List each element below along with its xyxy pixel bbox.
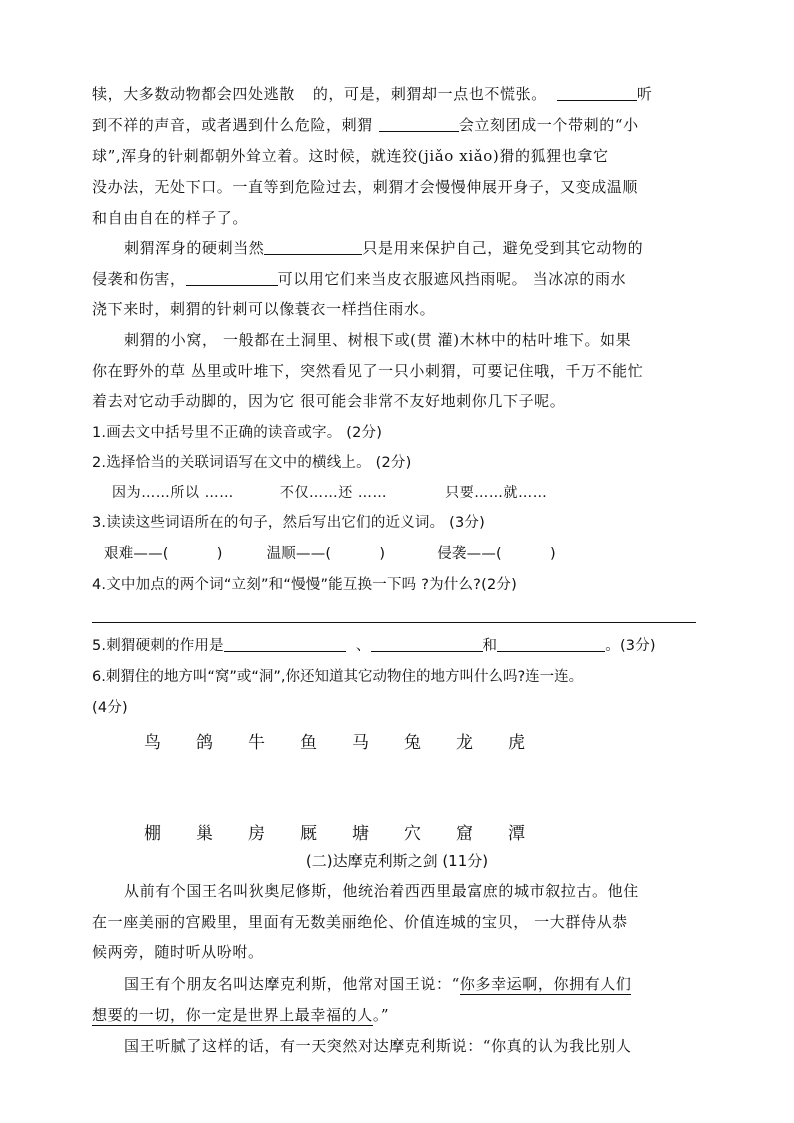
text-line: 到不祥的声音，或者遇到什么危险，刺猬 会立刻团成一个带刺的“小 bbox=[92, 116, 639, 134]
section-title: (二)达摩克利斯之剑 (11分) bbox=[305, 852, 489, 870]
text-line: 从前有个国王名叫狄奥尼修斯，他统治着西西里最富庶的城市叙拉古。他住 bbox=[124, 882, 639, 900]
question-3: 3.读读这些词语所在的句子，然后写出它们的近义词。 (3分) bbox=[92, 515, 485, 531]
text-line: 国王听腻了这样的话，有一天突然对达摩克利斯说：“你真的认为我比别人 bbox=[124, 1037, 632, 1055]
answer-blank[interactable] bbox=[186, 270, 278, 286]
home-item[interactable]: 穴 bbox=[404, 824, 421, 844]
home-item[interactable]: 潭 bbox=[508, 824, 525, 844]
home-item[interactable]: 房 bbox=[248, 824, 265, 844]
answer-line[interactable] bbox=[92, 622, 696, 623]
underlined-quote: 你多幸运啊，你拥有人们 bbox=[459, 975, 632, 993]
text-line: 想要的一切，你一定是世界上最幸福的人。” bbox=[92, 1006, 390, 1024]
animal-item[interactable]: 鸟 bbox=[144, 733, 161, 753]
question-6-score: (4分) bbox=[92, 700, 128, 716]
text-line: 和自由自在的样子了。 bbox=[92, 209, 249, 227]
text-line: 球”,浑身的针刺都朝外耸立着。这时候，就连狡(jiǎo xiǎo)猾的狐狸也拿它 bbox=[92, 147, 609, 165]
animal-item[interactable]: 牛 bbox=[248, 733, 265, 753]
text-line: 着去对它动手动脚的，因为它 很可能会非常不友好地刺你几下子呢。 bbox=[92, 392, 566, 410]
animal-item[interactable]: 龙 bbox=[456, 733, 473, 753]
question-1: 1.画去文中括号里不正确的读音或字。 (2分) bbox=[92, 425, 383, 441]
q2-option: 不仅……还 …… bbox=[279, 485, 388, 501]
text-line: 侵袭和伤害， 可以用它们来当皮衣服遮风挡雨呢。 当冰凉的雨水 bbox=[92, 270, 627, 288]
q3-word[interactable]: 侵袭——( ) bbox=[437, 546, 556, 562]
answer-blank[interactable] bbox=[224, 636, 346, 652]
answer-blank[interactable] bbox=[371, 636, 483, 652]
text-line: 候两旁，随时听从吩咐。 bbox=[92, 943, 264, 961]
text-line: 没办法，无处下口。一直等到危险过去，刺猬才会慢慢伸展开身子，又变成温顺 bbox=[92, 178, 639, 196]
animal-item[interactable]: 兔 bbox=[404, 733, 421, 753]
q2-option: 因为……所以 …… bbox=[112, 485, 234, 501]
text-line: 刺猬浑身的硬刺当然 只是用来保护自己，避免受到其它动物的 bbox=[124, 239, 644, 257]
animal-item[interactable]: 鸽 bbox=[196, 733, 213, 753]
home-item[interactable]: 塘 bbox=[352, 824, 369, 844]
home-item[interactable]: 厩 bbox=[300, 824, 317, 844]
question-4: 4.文中加点的两个词“立刻”和“慢慢”能互换一下吗 ?为什么?(2分) bbox=[92, 577, 517, 593]
q2-options bbox=[112, 482, 722, 504]
text-line: 犊，大多数动物都会四处逃散 的，可是，刺猬却一点也不慌张。 听 bbox=[92, 85, 653, 103]
answer-blank[interactable] bbox=[379, 116, 459, 132]
q2-option: 只要……就…… bbox=[445, 485, 548, 501]
q3-word[interactable]: 温顺——( ) bbox=[266, 546, 386, 562]
q3-words bbox=[104, 543, 714, 565]
home-item[interactable]: 窟 bbox=[456, 824, 473, 844]
text-line: 你在野外的草 丛里或叶堆下，突然看见了一只小刺猬，可要记住哦，千万不能忙 bbox=[92, 362, 644, 380]
answer-blank[interactable] bbox=[264, 239, 362, 255]
question-5: 5.刺猬硬刺的作用是 、 和 。(3分) bbox=[92, 638, 656, 654]
animal-item[interactable]: 鱼 bbox=[300, 733, 317, 753]
text-line: 刺猬的小窝， 一般都在土洞里、树根下或(贯 灌)木林中的枯叶堆下。如果 bbox=[124, 331, 632, 349]
text-line: 在一座美丽的宫殿里，里面有无数美丽绝伦、价值连城的宝贝， 一大群侍从恭 bbox=[92, 913, 628, 931]
question-2: 2.选择恰当的关联词语写在文中的横线上。 (2分) bbox=[92, 455, 412, 471]
home-item[interactable]: 巢 bbox=[196, 824, 213, 844]
q3-word[interactable]: 艰难——( ) bbox=[104, 546, 223, 562]
text-line: 国王有个朋友名叫达摩克利斯，他常对国王说：“你多幸运啊，你拥有人们 bbox=[124, 975, 632, 993]
answer-blank[interactable] bbox=[497, 636, 605, 652]
underlined-quote: 想要的一切，你一定是世界上最幸福的人 bbox=[92, 1006, 373, 1024]
question-6: 6.刺猬住的地方叫“窝”或“洞”,你还知道其它动物住的地方叫什么吗?连一连。 bbox=[92, 669, 584, 685]
text-line: 浇下来时，刺猬的针刺可以像蓑衣一样挡住雨水。 bbox=[92, 300, 436, 318]
animal-item[interactable]: 马 bbox=[352, 733, 369, 753]
animal-item[interactable]: 虎 bbox=[508, 733, 525, 753]
home-item[interactable]: 棚 bbox=[144, 824, 161, 844]
answer-blank[interactable] bbox=[557, 85, 637, 101]
